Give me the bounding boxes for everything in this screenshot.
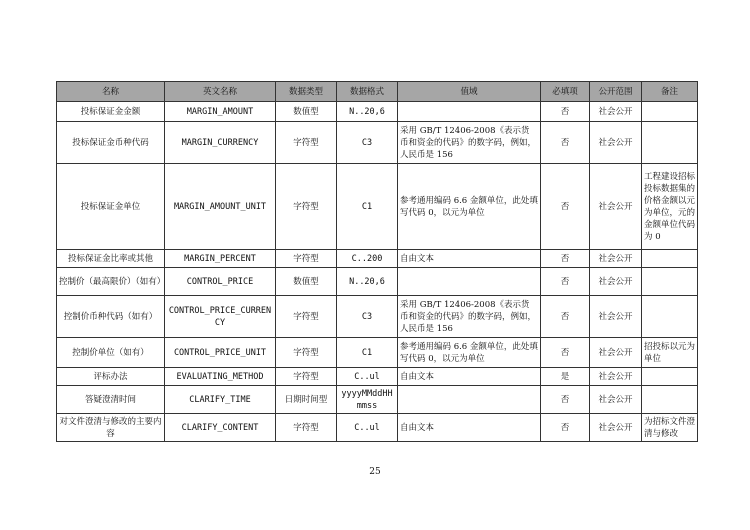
- cell-public-scope: 社会公开: [590, 296, 642, 338]
- cell-public-scope: 社会公开: [590, 122, 642, 164]
- cell-data-type: 字符型: [276, 164, 337, 250]
- cell-public-scope: 社会公开: [590, 268, 642, 296]
- cell-data-format: C1: [337, 164, 398, 250]
- cell-value-domain: 自由文本: [398, 250, 541, 268]
- cell-english-name: CONTROL_PRICE_UNIT: [165, 338, 276, 368]
- table-row: [57, 368, 698, 386]
- cell-english-name: CONTROL_PRICE: [165, 268, 276, 296]
- cell-english-name: MARGIN_AMOUNT: [165, 102, 276, 122]
- table-row: [57, 102, 698, 122]
- table-row: [57, 296, 698, 338]
- cell-english-name: CONTROL_PRICE_CURRENCY: [165, 296, 276, 338]
- col-header-data-format: 数据格式: [337, 82, 398, 102]
- cell-value-domain: [398, 102, 541, 122]
- cell-data-format: C1: [337, 338, 398, 368]
- cell-public-scope: 社会公开: [590, 368, 642, 386]
- cell-english-name: MARGIN_CURRENCY: [165, 122, 276, 164]
- cell-required: 是: [541, 368, 590, 386]
- cell-name: 控制价单位（如有）: [57, 338, 165, 368]
- cell-data-type: 字符型: [276, 122, 337, 164]
- cell-public-scope: 社会公开: [590, 414, 642, 442]
- table-row: [57, 338, 698, 368]
- cell-name: 控制价币种代码（如有）: [57, 296, 165, 338]
- cell-required: 否: [541, 268, 590, 296]
- cell-data-format: C3: [337, 296, 398, 338]
- cell-required: 否: [541, 296, 590, 338]
- cell-remarks: 为招标文件澄清与修改: [642, 414, 698, 442]
- cell-data-type: 字符型: [276, 250, 337, 268]
- cell-remarks: [642, 250, 698, 268]
- cell-remarks: [642, 368, 698, 386]
- cell-name: 答疑澄清时间: [57, 386, 165, 414]
- cell-data-format: C..200: [337, 250, 398, 268]
- cell-required: 否: [541, 414, 590, 442]
- cell-data-format: N..20,6: [337, 102, 398, 122]
- cell-remarks: [642, 296, 698, 338]
- cell-value-domain: 自由文本: [398, 414, 541, 442]
- col-header-name: 名称: [57, 82, 165, 102]
- col-header-value-domain: 值域: [398, 82, 541, 102]
- cell-name: 投标保证金金额: [57, 102, 165, 122]
- cell-remarks: [642, 386, 698, 414]
- cell-data-type: 日期时间型: [276, 386, 337, 414]
- cell-name: 投标保证金单位: [57, 164, 165, 250]
- cell-data-type: 字符型: [276, 414, 337, 442]
- header-row: [57, 82, 698, 102]
- cell-data-type: 字符型: [276, 338, 337, 368]
- cell-english-name: EVALUATING_METHOD: [165, 368, 276, 386]
- cell-data-format: C..ul: [337, 368, 398, 386]
- cell-name: 投标保证金币种代码: [57, 122, 165, 164]
- cell-required: 否: [541, 250, 590, 268]
- cell-required: 否: [541, 164, 590, 250]
- cell-required: 否: [541, 338, 590, 368]
- cell-required: 否: [541, 122, 590, 164]
- cell-name: 评标办法: [57, 368, 165, 386]
- cell-data-type: 字符型: [276, 296, 337, 338]
- data-element-table: [56, 81, 698, 442]
- cell-data-type: 数值型: [276, 268, 337, 296]
- table-row: [57, 268, 698, 296]
- cell-name: 控制价（最高限价）（如有）: [57, 268, 165, 296]
- table-row: [57, 164, 698, 250]
- col-header-public-scope: 公开范围: [590, 82, 642, 102]
- cell-value-domain: [398, 268, 541, 296]
- cell-data-format: N..20,6: [337, 268, 398, 296]
- cell-public-scope: 社会公开: [590, 164, 642, 250]
- cell-remarks: 工程建设招标投标数据集的价格金额以元为单位，元的金额单位代码为 0: [642, 164, 698, 250]
- table-row: [57, 414, 698, 442]
- cell-remarks: [642, 122, 698, 164]
- table-row: [57, 250, 698, 268]
- col-header-english-name: 英文名称: [165, 82, 276, 102]
- cell-required: 否: [541, 102, 590, 122]
- col-header-data-type: 数据类型: [276, 82, 337, 102]
- page-number: 25: [369, 467, 381, 477]
- table-row: [57, 386, 698, 414]
- cell-remarks: [642, 102, 698, 122]
- cell-name: 投标保证金比率或其他: [57, 250, 165, 268]
- col-header-remarks: 备注: [642, 82, 698, 102]
- cell-english-name: CLARIFY_CONTENT: [165, 414, 276, 442]
- table-row: [57, 122, 698, 164]
- cell-name: 对文件澄清与修改的主要内容: [57, 414, 165, 442]
- cell-value-domain: 采用 GB/T 12406-2008《表示货币和资金的代码》的数字码，例如，人民币是 156: [398, 296, 541, 338]
- cell-data-format: yyyyMMddHHmmss: [337, 386, 398, 414]
- cell-value-domain: [398, 386, 541, 414]
- cell-value-domain: 参考通用编码 6.6 金额单位，此处填写代码 0，以元为单位: [398, 164, 541, 250]
- cell-remarks: 招投标以元为单位: [642, 338, 698, 368]
- cell-data-type: 数值型: [276, 102, 337, 122]
- cell-public-scope: 社会公开: [590, 338, 642, 368]
- cell-value-domain: 自由文本: [398, 368, 541, 386]
- cell-data-format: C3: [337, 122, 398, 164]
- cell-data-type: 字符型: [276, 368, 337, 386]
- cell-data-format: C..ul: [337, 414, 398, 442]
- cell-public-scope: 社会公开: [590, 250, 642, 268]
- cell-english-name: CLARIFY_TIME: [165, 386, 276, 414]
- cell-english-name: MARGIN_AMOUNT_UNIT: [165, 164, 276, 250]
- cell-public-scope: 社会公开: [590, 102, 642, 122]
- cell-english-name: MARGIN_PERCENT: [165, 250, 276, 268]
- cell-value-domain: 参考通用编码 6.6 金额单位，此处填写代码 0，以元为单位: [398, 338, 541, 368]
- cell-remarks: [642, 268, 698, 296]
- cell-public-scope: 社会公开: [590, 386, 642, 414]
- col-header-required: 必填项: [541, 82, 590, 102]
- cell-value-domain: 采用 GB/T 12406-2008《表示货币和资金的代码》的数字码，例如，人民币是 156: [398, 122, 541, 164]
- cell-required: 否: [541, 386, 590, 414]
